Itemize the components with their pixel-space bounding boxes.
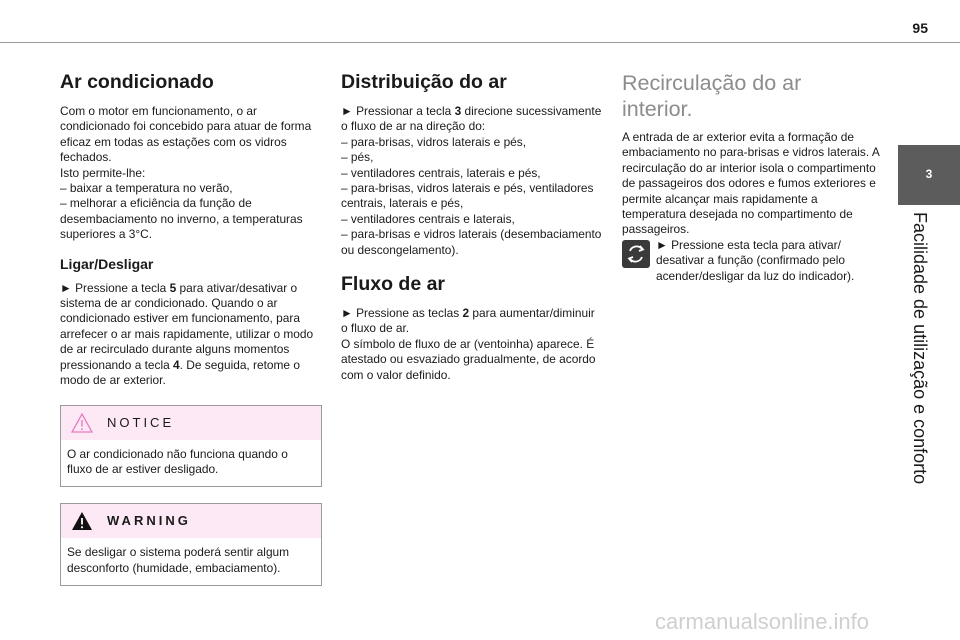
section-title-recirculation: [622, 70, 884, 122]
column-air-distribution: [341, 70, 603, 383]
section-title-air-flow: Fluxo de ar: [341, 273, 446, 296]
chapter-title: Facilidade de utilização e conforto: [910, 212, 930, 485]
intro-line: Com o motor em funcionamento, o ar: [60, 104, 257, 118]
title-line: interior.: [622, 97, 693, 121]
warning-header: [61, 504, 321, 538]
flow-description: O símbolo de fluxo de ar (ventoinha) aparece. É atestado ou esvaziado gradualmente, de acordo com o valor definido.: [341, 336, 596, 382]
text-run: . De seguida, retome o modo de ar exterior.: [60, 357, 300, 388]
subsection-title-on-off: Ligar/Desligar: [60, 255, 154, 272]
distribution-item: – para-brisas, vidros laterais e pés,: [341, 134, 527, 149]
text-run: ► Pressione as teclas: [341, 306, 463, 321]
watermark: carmanualsonline.info: [655, 609, 870, 634]
intro-paragraph: [60, 104, 322, 243]
intro-line: superiores a 3°C.: [60, 227, 152, 242]
page-number: 95: [912, 20, 928, 36]
intro-line: eficaz em todas as estações com os vidros: [60, 134, 287, 149]
notice-header: [61, 406, 321, 440]
title-line: Recirculação do ar: [622, 71, 802, 95]
key-number: 2: [462, 306, 470, 321]
chapter-tab[interactable]: [898, 145, 960, 205]
warning-triangle-icon: [71, 511, 93, 531]
text-run: ► Pressionar a tecla: [341, 104, 455, 118]
warning-text: Se desligar o sistema poderá sentir algum desconforto (humidade, embaciamento).: [67, 545, 290, 575]
distribution-item: – ventiladores centrais, laterais e pés,: [341, 165, 541, 180]
notice-title: NOTICE: [107, 414, 175, 430]
distribution-item: – para-brisas e vidros laterais (desembaciamento ou descongelamento).: [341, 227, 602, 257]
column-air-conditioning: [60, 70, 322, 586]
section-title-air-distribution: Distribuição do ar: [341, 71, 507, 93]
intro-line: fechados.: [60, 150, 112, 165]
intro-line: condicionado foi concebido para atuar de forma: [60, 119, 312, 134]
column-recirculation: [622, 70, 884, 284]
notice-text: O ar condicionado não funciona quando o fluxo de ar estiver desligado.: [67, 446, 288, 476]
text-run: ► Pressione a tecla: [60, 280, 170, 295]
flow-paragraph: [341, 306, 603, 337]
distribution-item: – para-brisas, vidros laterais e pés, ventiladores centrais, laterais e pés,: [341, 181, 594, 211]
text-run: para aumentar/diminuir o fluxo de ar.: [341, 306, 595, 336]
recirculation-instruction-text: ► Pressione esta tecla para ativar/ desativar a função (confirmado pelo acender/desligar da luz do indicador).: [656, 237, 855, 283]
intro-line: Isto permite-lhe:: [60, 165, 146, 180]
chapter-number: 3: [925, 167, 933, 181]
notice-box: [60, 405, 322, 488]
warning-box: [60, 503, 322, 586]
key-number: 4: [173, 357, 180, 372]
notice-triangle-icon: [71, 413, 93, 433]
intro-line: desembaciamento no inverno, a temperaturas: [60, 211, 303, 226]
on-off-paragraph: [60, 281, 322, 389]
header-rule: [0, 42, 960, 43]
section-title-air-conditioning: Ar condicionado: [60, 71, 214, 93]
key-number: 5: [169, 280, 177, 295]
intro-line: – baixar a temperatura no verão,: [60, 181, 233, 196]
text-run: para ativar/desativar o sistema de ar condicionado. Quando o ar condicionado estiver em funcionamento, para arrefecer o ar mais rapidamente, utilizar o modo de ar recirculado durante alguns momentos pressionando a tecla: [60, 280, 314, 372]
text-run: direcione sucessivamente o fluxo de ar na direção do:: [341, 104, 602, 134]
recirculation-instruction: [622, 238, 884, 284]
intro-line: – melhorar a eficiência da função de: [60, 196, 252, 211]
distribution-paragraph: [341, 104, 603, 135]
warning-title: WARNING: [107, 513, 191, 529]
recirculation-paragraph: A entrada de ar exterior evita a formação de embaciamento no para-brisas e vidros laterais. A recirculação do ar interior isola o compartimento de passageiros dos odores e fumos exteriores e permite alcançar mais rapidamente a temperatura desejada no compartimento de passageiros.: [622, 130, 880, 237]
distribution-item: – pés,: [341, 150, 374, 165]
distribution-item: – ventiladores centrais e laterais,: [341, 211, 515, 226]
recirculation-icon: [622, 240, 650, 268]
key-number: 3: [454, 104, 462, 118]
